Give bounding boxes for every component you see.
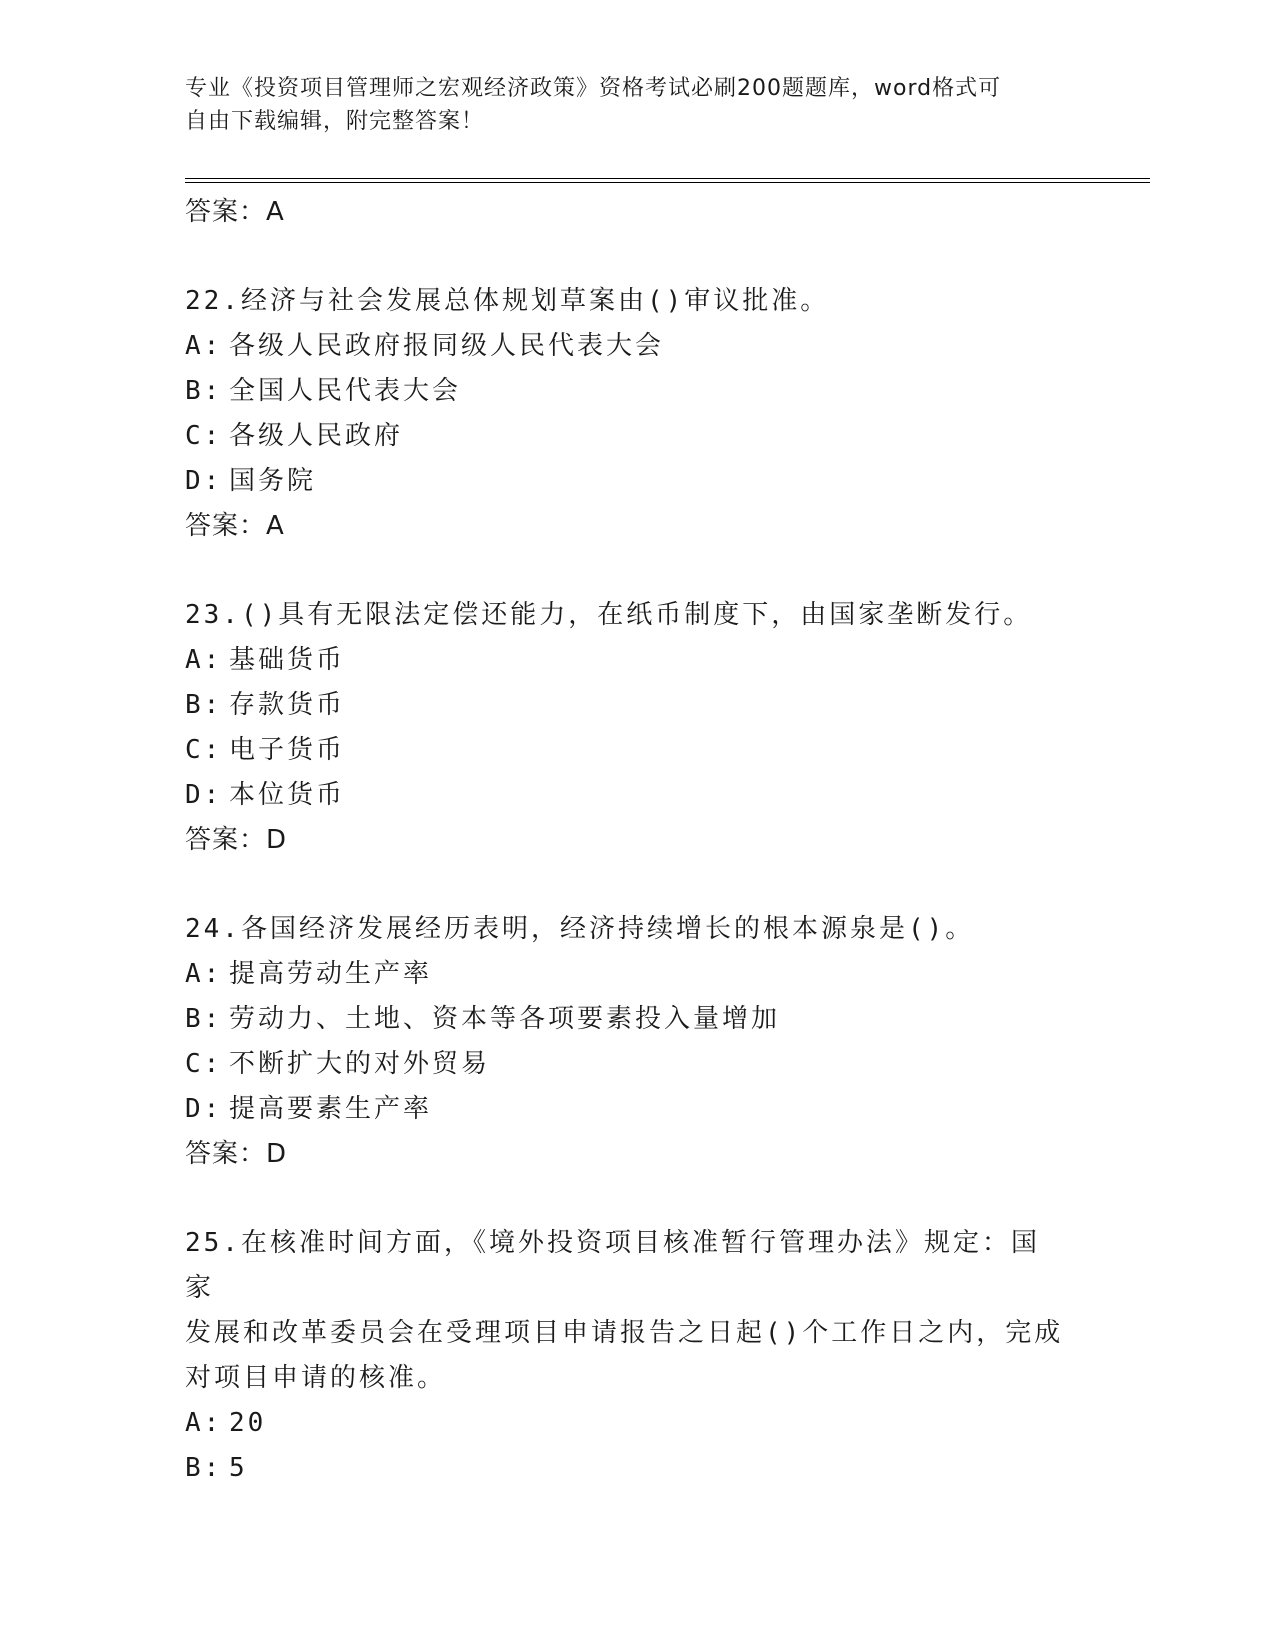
option-key: A:	[185, 331, 223, 361]
option-c	[185, 1042, 1085, 1087]
option-text: 本位货币	[229, 780, 346, 810]
answer-line: 答案：A	[185, 197, 285, 227]
question-text: 23.()具有无限法定偿还能力，在纸币制度下，由国家垄断发行。	[185, 600, 1033, 630]
question-text: 24.各国经济发展经历表明，经济持续增长的根本源泉是()。	[185, 914, 975, 944]
option-text: 各级人民政府报同级人民代表大会	[229, 331, 665, 361]
option-a	[185, 324, 1085, 369]
question-23	[185, 593, 1085, 862]
option-key: B:	[185, 376, 223, 406]
option-a	[185, 638, 1085, 683]
option-key: A:	[185, 645, 223, 675]
question-text-line-3: 对项目申请的核准。	[185, 1363, 447, 1393]
option-text: 基础货币	[229, 645, 346, 675]
option-text: 提高要素生产率	[229, 1094, 433, 1124]
option-key: C:	[185, 735, 223, 765]
question-text-line-2: 发展和改革委员会在受理项目申请报告之日起()个工作日之内，完成	[185, 1318, 1064, 1348]
option-b	[185, 1446, 1085, 1491]
option-text: 电子货币	[229, 735, 346, 765]
question-text-line-1: 25.在核准时间方面，《境外投资项目核准暂行管理办法》规定：国家	[185, 1228, 1040, 1303]
option-key: A:	[185, 1408, 223, 1438]
option-text: 5	[229, 1453, 248, 1483]
option-key: D:	[185, 780, 223, 810]
option-key: B:	[185, 690, 223, 720]
option-b	[185, 997, 1085, 1042]
header-line-2: 自由下载编辑，附完整答案！	[185, 109, 485, 134]
option-key: C:	[185, 421, 223, 451]
option-a	[185, 1401, 1085, 1446]
option-text: 20	[229, 1408, 267, 1438]
option-b	[185, 369, 1085, 414]
option-text: 各级人民政府	[229, 421, 404, 451]
answer-line: 答案：A	[185, 511, 285, 541]
option-d	[185, 459, 1085, 504]
option-text: 提高劳动生产率	[229, 959, 433, 989]
option-c	[185, 414, 1085, 459]
question-24	[185, 907, 1085, 1176]
option-text: 存款货币	[229, 690, 346, 720]
question-25	[185, 1221, 1085, 1491]
option-key: D:	[185, 1094, 223, 1124]
option-b	[185, 683, 1085, 728]
option-d	[185, 773, 1085, 818]
option-key: D:	[185, 466, 223, 496]
option-text: 国务院	[229, 466, 317, 496]
header-rule-top	[185, 178, 1150, 179]
option-d	[185, 1087, 1085, 1132]
question-list	[185, 190, 1085, 1491]
question-22	[185, 279, 1085, 548]
option-text: 不断扩大的对外贸易	[229, 1049, 491, 1079]
option-c	[185, 728, 1085, 773]
document-header	[185, 72, 1065, 138]
option-text: 全国人民代表大会	[229, 376, 462, 406]
option-key: A:	[185, 959, 223, 989]
header-line-1: 专业《投资项目管理师之宏观经济政策》资格考试必刷200题题库，word格式可	[185, 76, 1002, 101]
option-a	[185, 952, 1085, 997]
header-rule-bottom	[185, 182, 1150, 183]
question-text: 22.经济与社会发展总体规划草案由()审议批准。	[185, 286, 830, 316]
option-key: B:	[185, 1453, 223, 1483]
option-text: 劳动力、土地、资本等各项要素投入量增加	[229, 1004, 781, 1034]
option-key: B:	[185, 1004, 223, 1034]
answer-line: 答案：D	[185, 1139, 288, 1169]
option-key: C:	[185, 1049, 223, 1079]
answer-line: 答案：D	[185, 825, 288, 855]
